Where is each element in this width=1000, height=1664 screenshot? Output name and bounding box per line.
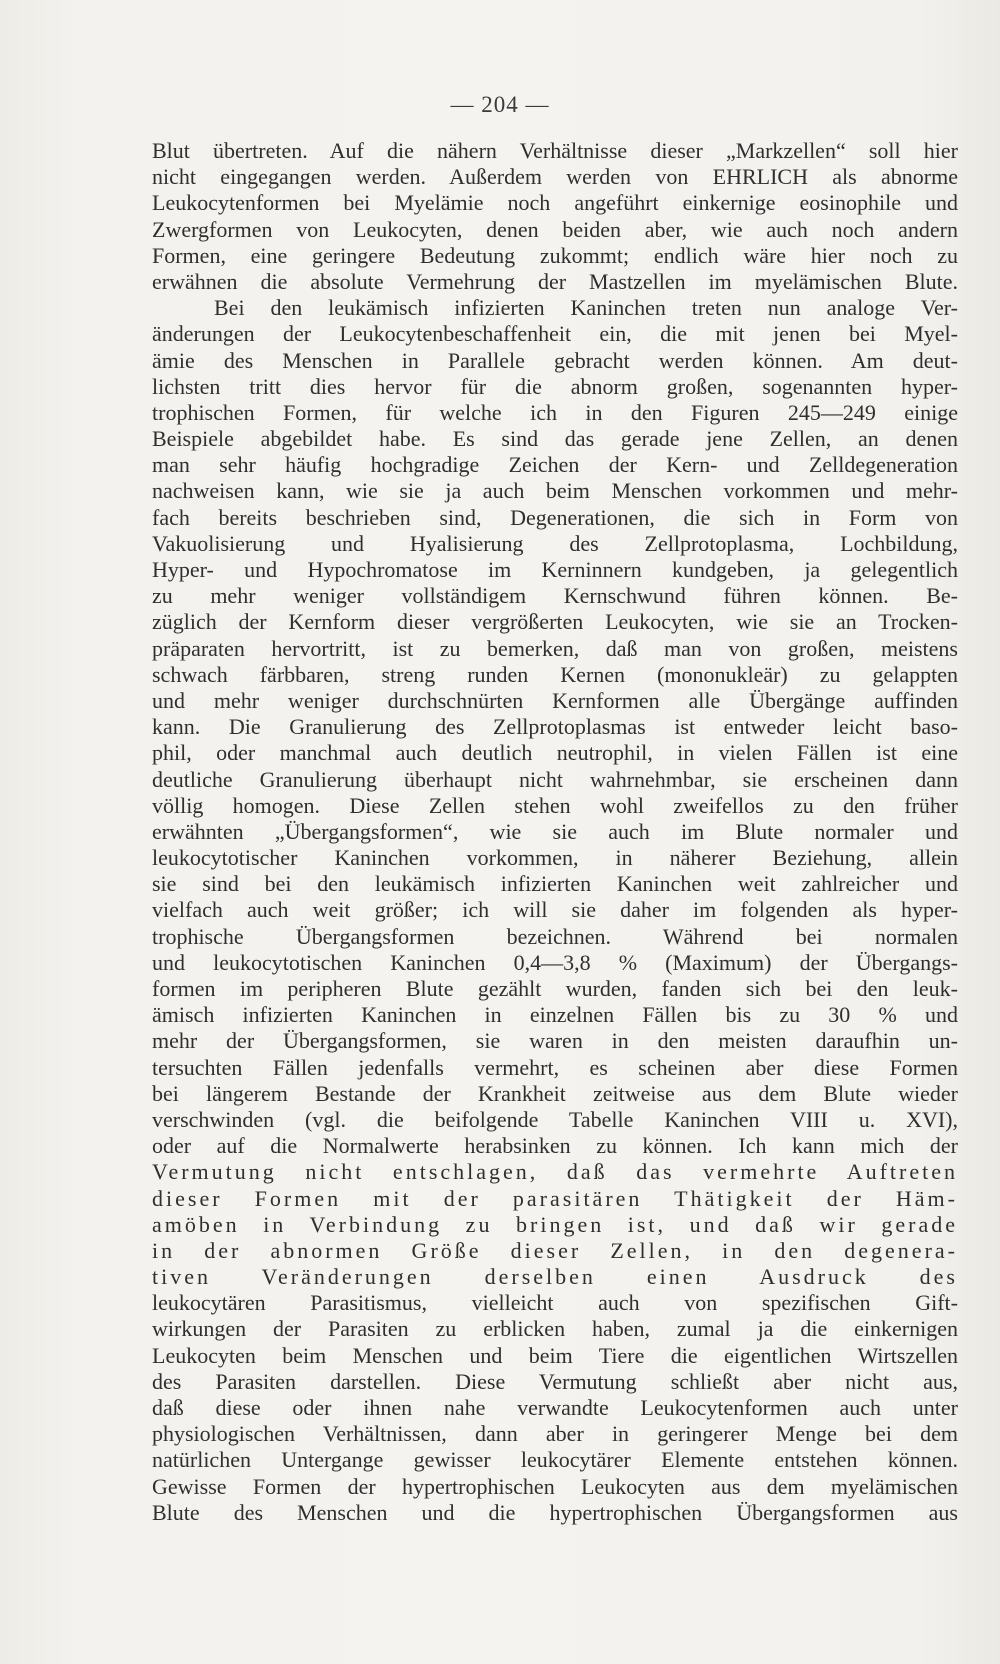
text-line: sie sind bei den leukämisch infizierten Kaninchen weit zahlreicher und xyxy=(152,871,958,897)
text-line: verschwinden (vgl. die beifolgende Tabelle Kaninchen VIII u. XVI), xyxy=(152,1106,958,1132)
text-line: nachweisen kann, wie sie ja auch beim Menschen vorkommen und mehr- xyxy=(152,478,958,504)
text-line: änderungen der Leukocytenbeschaffenheit ein, die mit jenen bei Myel- xyxy=(152,321,958,347)
text-line: bei längerem Bestande der Krankheit zeitweise aus dem Blute wieder xyxy=(152,1080,958,1106)
text-line: Vermutung nicht entschlagen, daß das vermehrte Auftreten xyxy=(152,1159,958,1185)
text-line: amöben in Verbindung zu bringen ist, und daß wir gerade xyxy=(152,1211,958,1237)
text-line: ämie des Menschen in Parallele gebracht werden können. Am deut- xyxy=(152,347,958,373)
text-line: vielfach auch weit größer; ich will sie daher im folgenden als hyper- xyxy=(152,897,958,923)
text-line: natürlichen Untergange gewisser leukocytärer Elemente entstehen können. xyxy=(152,1447,958,1473)
text-line: völlig homogen. Diese Zellen stehen wohl zweifellos zu den früher xyxy=(152,792,958,818)
text-line: erwähnen die absolute Vermehrung der Mastzellen im myelämischen Blute. xyxy=(152,268,958,294)
text-line: daß diese oder ihnen nahe verwandte Leukocytenformen auch unter xyxy=(152,1395,958,1420)
text-line: erwähnten „Übergangsformen“, wie sie auch im Blute normaler und xyxy=(152,818,958,844)
text-line: Leukocytenformen bei Myelämie noch angeführt einkernige eosinophile und xyxy=(152,190,958,216)
text-line: Formen, eine geringere Bedeutung zukommt; endlich wäre hier noch zu xyxy=(152,242,958,268)
text-line: leukocytären Parasitismus, vielleicht auch von spezifischen Gift- xyxy=(152,1290,958,1316)
text-line: züglich der Kernform dieser vergrößerten Leukocyten, wie sie an Trocken- xyxy=(152,609,958,635)
text-line: wirkungen der Parasiten zu erblicken haben, zumal ja die einkernigen xyxy=(152,1316,958,1342)
text-line: Vakuolisierung und Hyalisierung des Zellprotoplasma, Lochbildung, xyxy=(152,530,958,556)
text-line: dieser Formen mit der parasitären Thätigkeit der Häm- xyxy=(152,1185,958,1211)
text-line: präparaten hervortritt, ist zu bemerken, daß man von großen, meistens xyxy=(152,635,958,661)
text-line: leukocytotischer Kaninchen vorkommen, in näherer Beziehung, allein xyxy=(152,845,958,871)
text-line: formen im peripheren Blute gezählt wurden, fanden sich bei den leuk- xyxy=(152,976,958,1001)
text-line: Blut übertreten. Auf die nähern Verhältnisse dieser „Markzellen“ soll hier xyxy=(152,138,958,163)
text-line: Zwergformen von Leukocyten, denen beiden aber, wie auch noch andern xyxy=(152,216,958,242)
text-line: lichsten tritt dies hervor für die abnorm großen, sogenannten hyper- xyxy=(152,373,958,399)
text-line: schwach färbbaren, streng runden Kernen (mononukleär) zu gelappten xyxy=(152,661,958,687)
text-line: Hyper- und Hypochromatose im Kerninnern kundgeben, ja gelegentlich xyxy=(152,557,958,582)
text-line: und leukocytotischen Kaninchen 0,4—3,8 % (Maximum) der Übergangs- xyxy=(152,949,958,975)
text-line: ämisch infizierten Kaninchen in einzelnen Fällen bis zu 30 % und xyxy=(152,1002,958,1028)
text-line: physiologischen Verhältnissen, dann aber in geringerer Menge bei dem xyxy=(152,1421,958,1447)
text-line: trophische Übergangsformen bezeichnen. Während bei normalen xyxy=(152,923,958,949)
text-line: man sehr häufig hochgradige Zeichen der Kern- und Zelldegeneration xyxy=(152,452,958,478)
text-line: des Parasiten darstellen. Diese Vermutung schließt aber nicht aus, xyxy=(152,1368,958,1394)
text-line: oder auf die Normalwerte herabsinken zu können. Ich kann mich der xyxy=(152,1133,958,1159)
text-line: nicht eingegangen werden. Außerdem werden von EHRLICH als abnorme xyxy=(152,164,958,190)
body-text xyxy=(152,138,958,1638)
text-line: Bei den leukämisch infizierten Kaninchen treten nun analoge Ver- xyxy=(214,295,958,321)
text-line: Gewisse Formen der hypertrophischen Leukocyten aus dem myelämischen xyxy=(152,1473,958,1499)
text-line: mehr der Übergangsformen, sie waren in den meisten daraufhin un- xyxy=(152,1028,958,1054)
text-line: fach bereits beschrieben sind, Degenerationen, die sich in Form von xyxy=(152,504,958,530)
text-line: Leukocyten beim Menschen und beim Tiere die eigentlichen Wirtszellen xyxy=(152,1342,958,1368)
text-line: kann. Die Granulierung des Zellprotoplasmas ist entweder leicht baso- xyxy=(152,714,958,740)
text-line: tersuchten Fällen jedenfalls vermehrt, es scheinen aber diese Formen xyxy=(152,1054,958,1080)
text-line: zu mehr weniger vollständigem Kernschwund führen können. Be- xyxy=(152,583,958,609)
text-line: tiven Veränderungen derselben einen Ausdruck des xyxy=(152,1264,958,1290)
text-line: und mehr weniger durchschnürten Kernformen alle Übergänge auffinden xyxy=(152,687,958,713)
text-line: Blute des Menschen und die hypertrophischen Übergangsformen aus xyxy=(152,1499,958,1525)
text-line: deutliche Granulierung überhaupt nicht wahrnehmbar, sie erscheinen dann xyxy=(152,766,958,792)
text-line: trophischen Formen, für welche ich in den Figuren 245—249 einige xyxy=(152,399,958,425)
text-line: in der abnormen Größe dieser Zellen, in den degenera- xyxy=(152,1237,958,1263)
page-number: — 204 — xyxy=(450,92,550,117)
text-line: phil, oder manchmal auch deutlich neutrophil, in vielen Fällen ist eine xyxy=(152,740,958,766)
text-line: Beispiele abgebildet habe. Es sind das gerade jene Zellen, an denen xyxy=(152,426,958,452)
